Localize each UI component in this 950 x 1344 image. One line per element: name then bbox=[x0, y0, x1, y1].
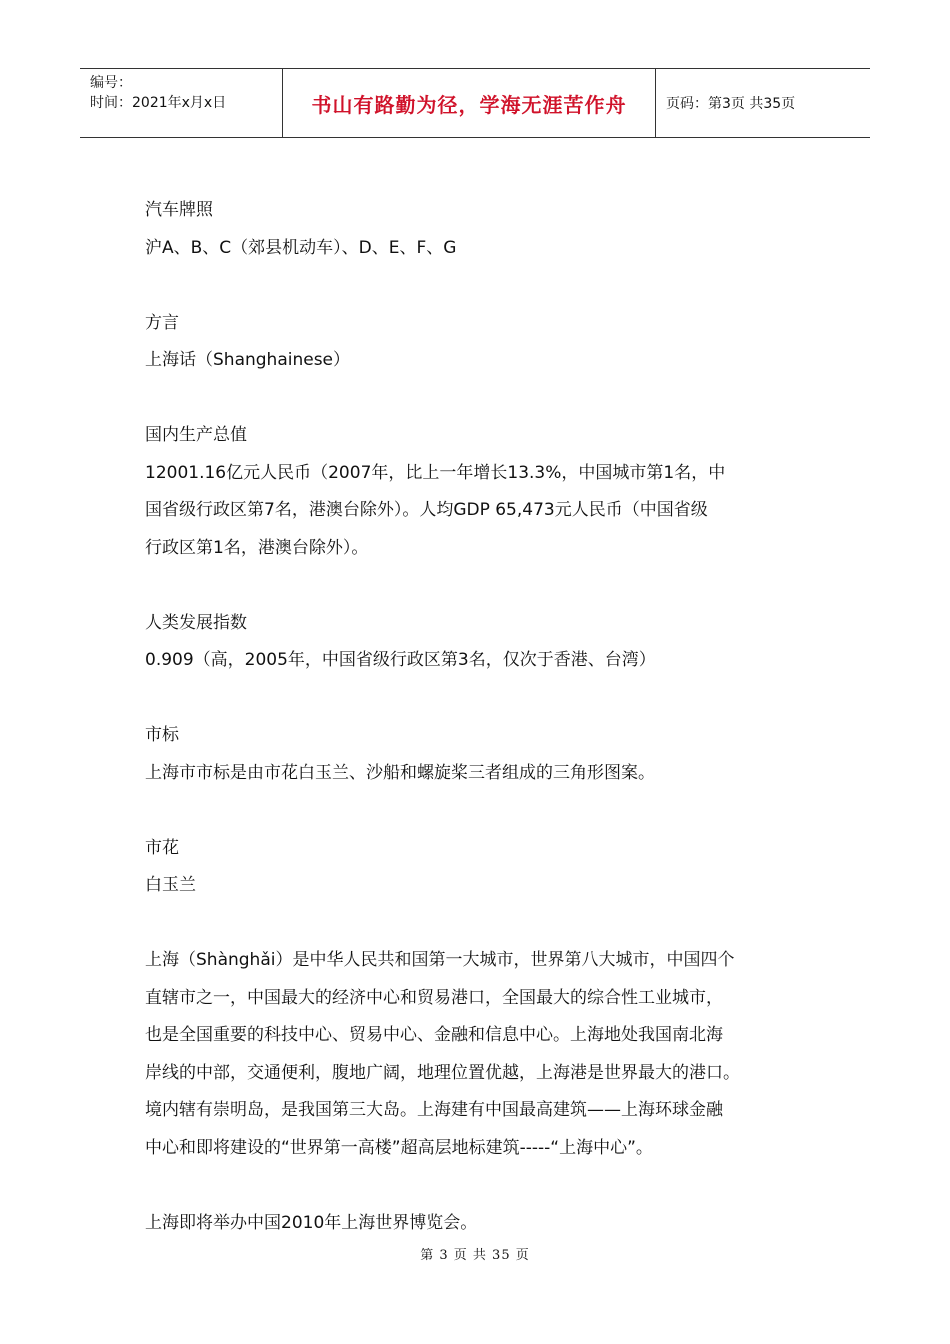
header-meta bbox=[80, 69, 283, 137]
section-heading: 市花 bbox=[145, 837, 179, 858]
section-heading: 市标 bbox=[145, 725, 179, 745]
header-motto: 书山有路勤为径，学海无涯苦作舟 bbox=[283, 69, 656, 137]
header-page-info: 页码：第3页 共35页 bbox=[666, 96, 796, 112]
intro-paragraph-line: 岸线的中部，交通便利，腹地广阔，地理位置优越，上海港是世界最大的港口。 bbox=[145, 1062, 740, 1083]
intro-paragraph-line: 境内辖有崇明岛，是我国第三大岛。上海建有中国最高建筑——上海环球金融 bbox=[145, 1100, 723, 1120]
section-heading: 方言 bbox=[145, 312, 179, 333]
section-heading: 汽车牌照 bbox=[145, 200, 213, 220]
intro-paragraph-line: 也是全国重要的科技中心、贸易中心、金融和信息中心。上海地处我国南北海 bbox=[145, 1025, 723, 1045]
page-header bbox=[80, 68, 870, 138]
section-text: 沪A、B、C（郊县机动车）、D、E、F、G bbox=[145, 237, 457, 258]
intro-paragraph-line: 上海（Shànghǎi）是中华人民共和国第一大城市，世界第八大城市，中国四个 bbox=[145, 950, 735, 970]
page-footer: 第 3 页 共 35 页 bbox=[420, 1248, 530, 1263]
section-heading: 国内生产总值 bbox=[145, 425, 247, 445]
intro-paragraph-line: 直辖市之一，中国最大的经济中心和贸易港口，全国最大的综合性工业城市， bbox=[145, 987, 723, 1008]
section-text: 行政区第1名，港澳台除外）。 bbox=[145, 537, 369, 558]
section-text: 白玉兰 bbox=[145, 875, 196, 895]
document-time-label: 时间：2021年x月x日 bbox=[90, 95, 227, 111]
section-text: 国省级行政区第7名，港澳台除外）。人均GDP 65,473元人民币（中国省级 bbox=[145, 500, 708, 520]
expo-paragraph: 上海即将举办中国2010年上海世界博览会。 bbox=[145, 1212, 478, 1233]
section-text: 12001.16亿元人民币（2007年，比上一年增长13.3%，中国城市第1名，中 bbox=[145, 462, 726, 483]
section-text: 上海市市标是由市花白玉兰、沙船和螺旋桨三者组成的三角形图案。 bbox=[145, 762, 655, 783]
intro-paragraph-line: 中心和即将建设的“世界第一高楼”超高层地标建筑-----“上海中心”。 bbox=[145, 1137, 653, 1158]
document-number-label: 编号： bbox=[90, 75, 132, 91]
section-heading: 人类发展指数 bbox=[145, 612, 247, 633]
section-text: 0.909（高，2005年，中国省级行政区第3名，仅次于香港、台湾） bbox=[145, 650, 656, 670]
document-body bbox=[145, 192, 815, 1242]
section-text: 上海话（Shanghainese） bbox=[145, 350, 351, 370]
